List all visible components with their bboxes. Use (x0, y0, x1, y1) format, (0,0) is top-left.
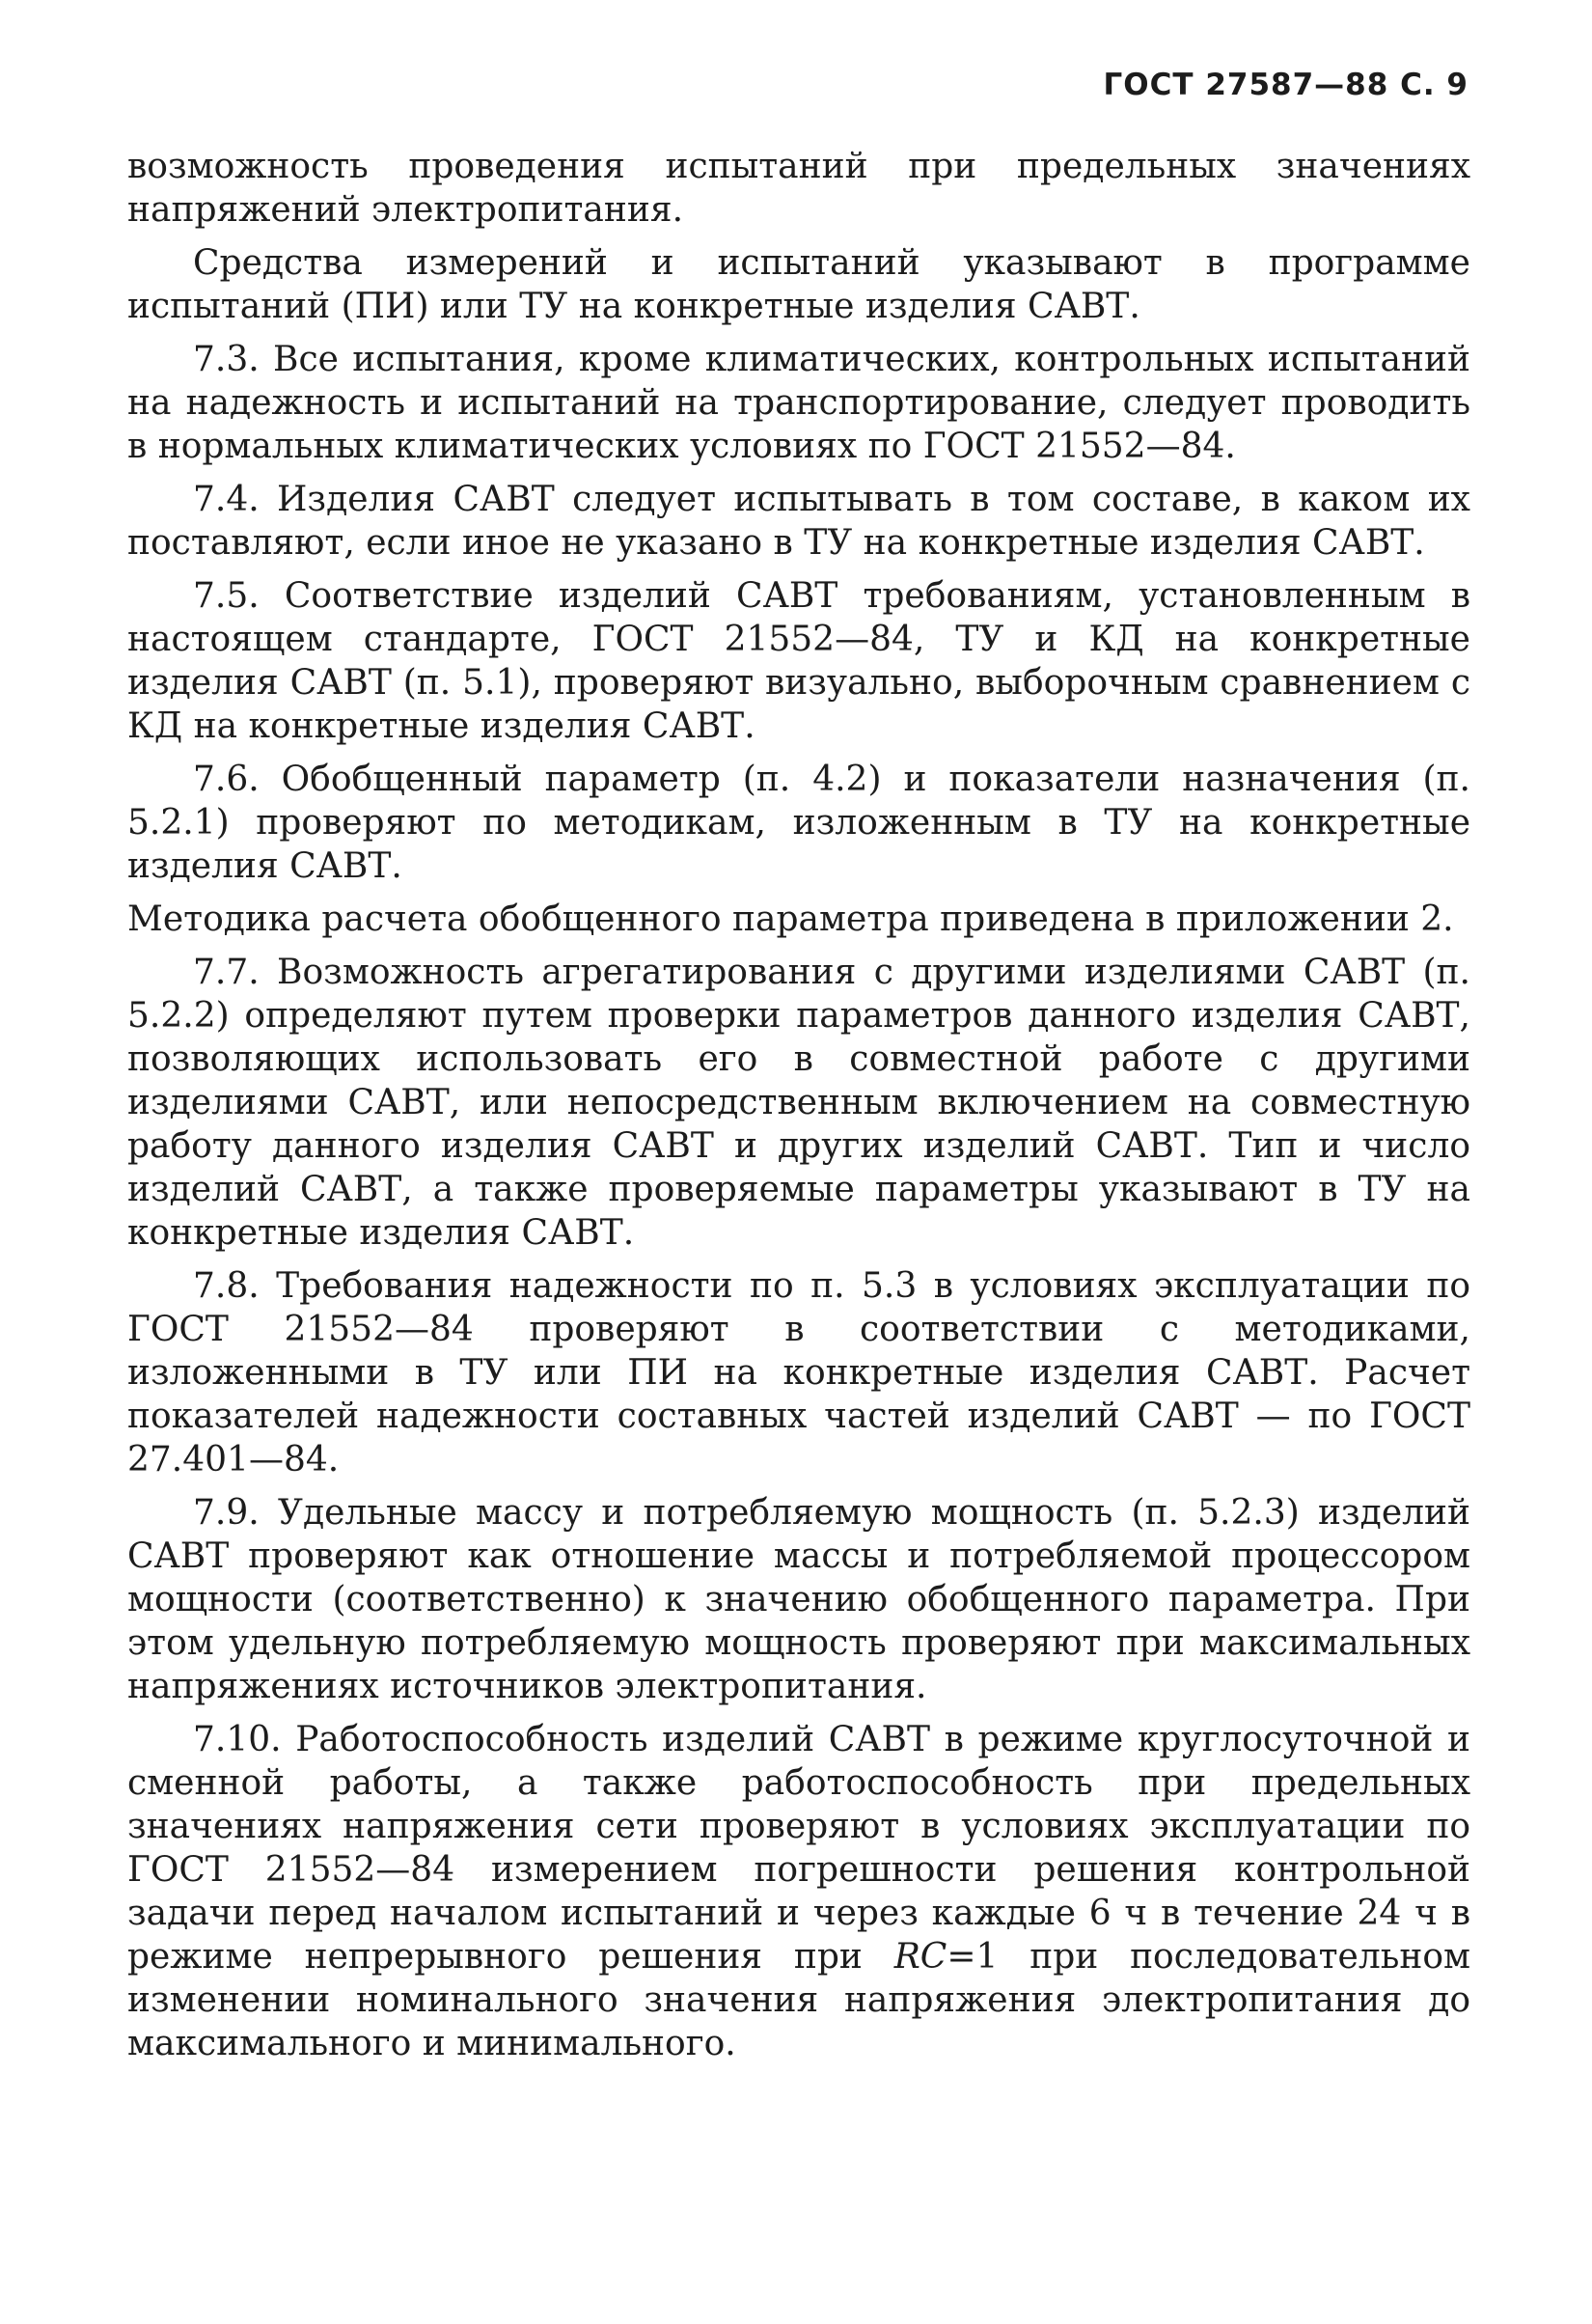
paragraph-7-7: 7.7. Возможность агрегатирования с другими изделиями САВТ (п. 5.2.2) определяют путем проверки параметров данного изделия САВТ, позволяющих использовать его в совместной работе с другими изделиями САВТ, или непосредственным включением на совместную работу данного изделия САВТ и других изделий САВТ. Тип и число изделий САВТ, а также проверяемые параметры указывают в ТУ на конкретные изделия САВТ. (127, 953, 1470, 1253)
paragraph-7-5: 7.5. Соответствие изделий САВТ требованиям, установленным в настоящем стандарте, ГОСТ 21552—84, ТУ и КД на конкретные изделия САВТ (п. 5.1), проверяют визуально, выборочным сравнением с КД на конкретные изделия САВТ. (127, 576, 1470, 746)
paragraph-7-4: 7.4. Изделия САВТ следует испытывать в том составе, в каком их поставляют, если иное не указано в ТУ на конкретные изделия САВТ. (127, 480, 1470, 563)
paragraph-method-note: Методика расчета обобщенного параметра приведена в приложении 2. (127, 899, 1454, 939)
paragraph-7-3: 7.3. Все испытания, кроме климатических, контрольных испытаний на надежность и испытаний на транспортирование, следует проводить в нормальных климатических условиях по ГОСТ 21552—84. (127, 340, 1470, 466)
paragraph-7-6: 7.6. Обобщенный параметр (п. 4.2) и показатели назначения (п. 5.2.1) проверяют по методикам, изложенным в ТУ на конкретные изделия САВТ. (127, 760, 1470, 886)
paragraph-test-equipment: Средства измерений и испытаний указывают в программе испытаний (ПИ) или ТУ на конкретные изделия САВТ. (127, 243, 1470, 326)
running-head: ГОСТ 27587—88 С. 9 (1103, 68, 1468, 102)
paragraph-7-10 (127, 1718, 1470, 2065)
body-text (127, 145, 1470, 2075)
paragraph-continuation: возможность проведения испытаний при предельных значениях напряжений электропитания. (127, 147, 1470, 230)
paragraph-7-9: 7.9. Удельные массу и потребляемую мощность (п. 5.2.3) изделий САВТ проверяют как отношение массы и потребляемой процессором мощности (соответственно) к значению обобщенного параметра. При этом удельную потребляемую мощность проверяют при максимальных напряжениях источников электропитания. (127, 1493, 1470, 1706)
paragraph-7-10-text-b: =1 при последовательном изменении номинального значения напряжения электропитания до максимального и минимального. (127, 1937, 1470, 2063)
rc-variable: RC (893, 1937, 947, 1977)
paragraph-7-8: 7.8. Требования надежности по п. 5.3 в условиях эксплуатации по ГОСТ 21552—84 проверяют в соответствии с методиками, изложенными в ТУ или ПИ на конкретные изделия САВТ. Расчет показателей надежности составных частей изделий САВТ — по ГОСТ 27.401—84. (127, 1266, 1470, 1480)
paragraph-7-10-text-a: 7.10. Работоспособность изделий САВТ в режиме круглосуточной и сменной работы, а также работоспособность при предельных значениях напряжения сети проверяют в условиях эксплуатации по ГОСТ 21552—84 измерением погрешности решения контрольной задачи перед началом испытаний и через каждые 6 ч в течение 24 ч в режиме непрерывного решения при (127, 1720, 1470, 1977)
